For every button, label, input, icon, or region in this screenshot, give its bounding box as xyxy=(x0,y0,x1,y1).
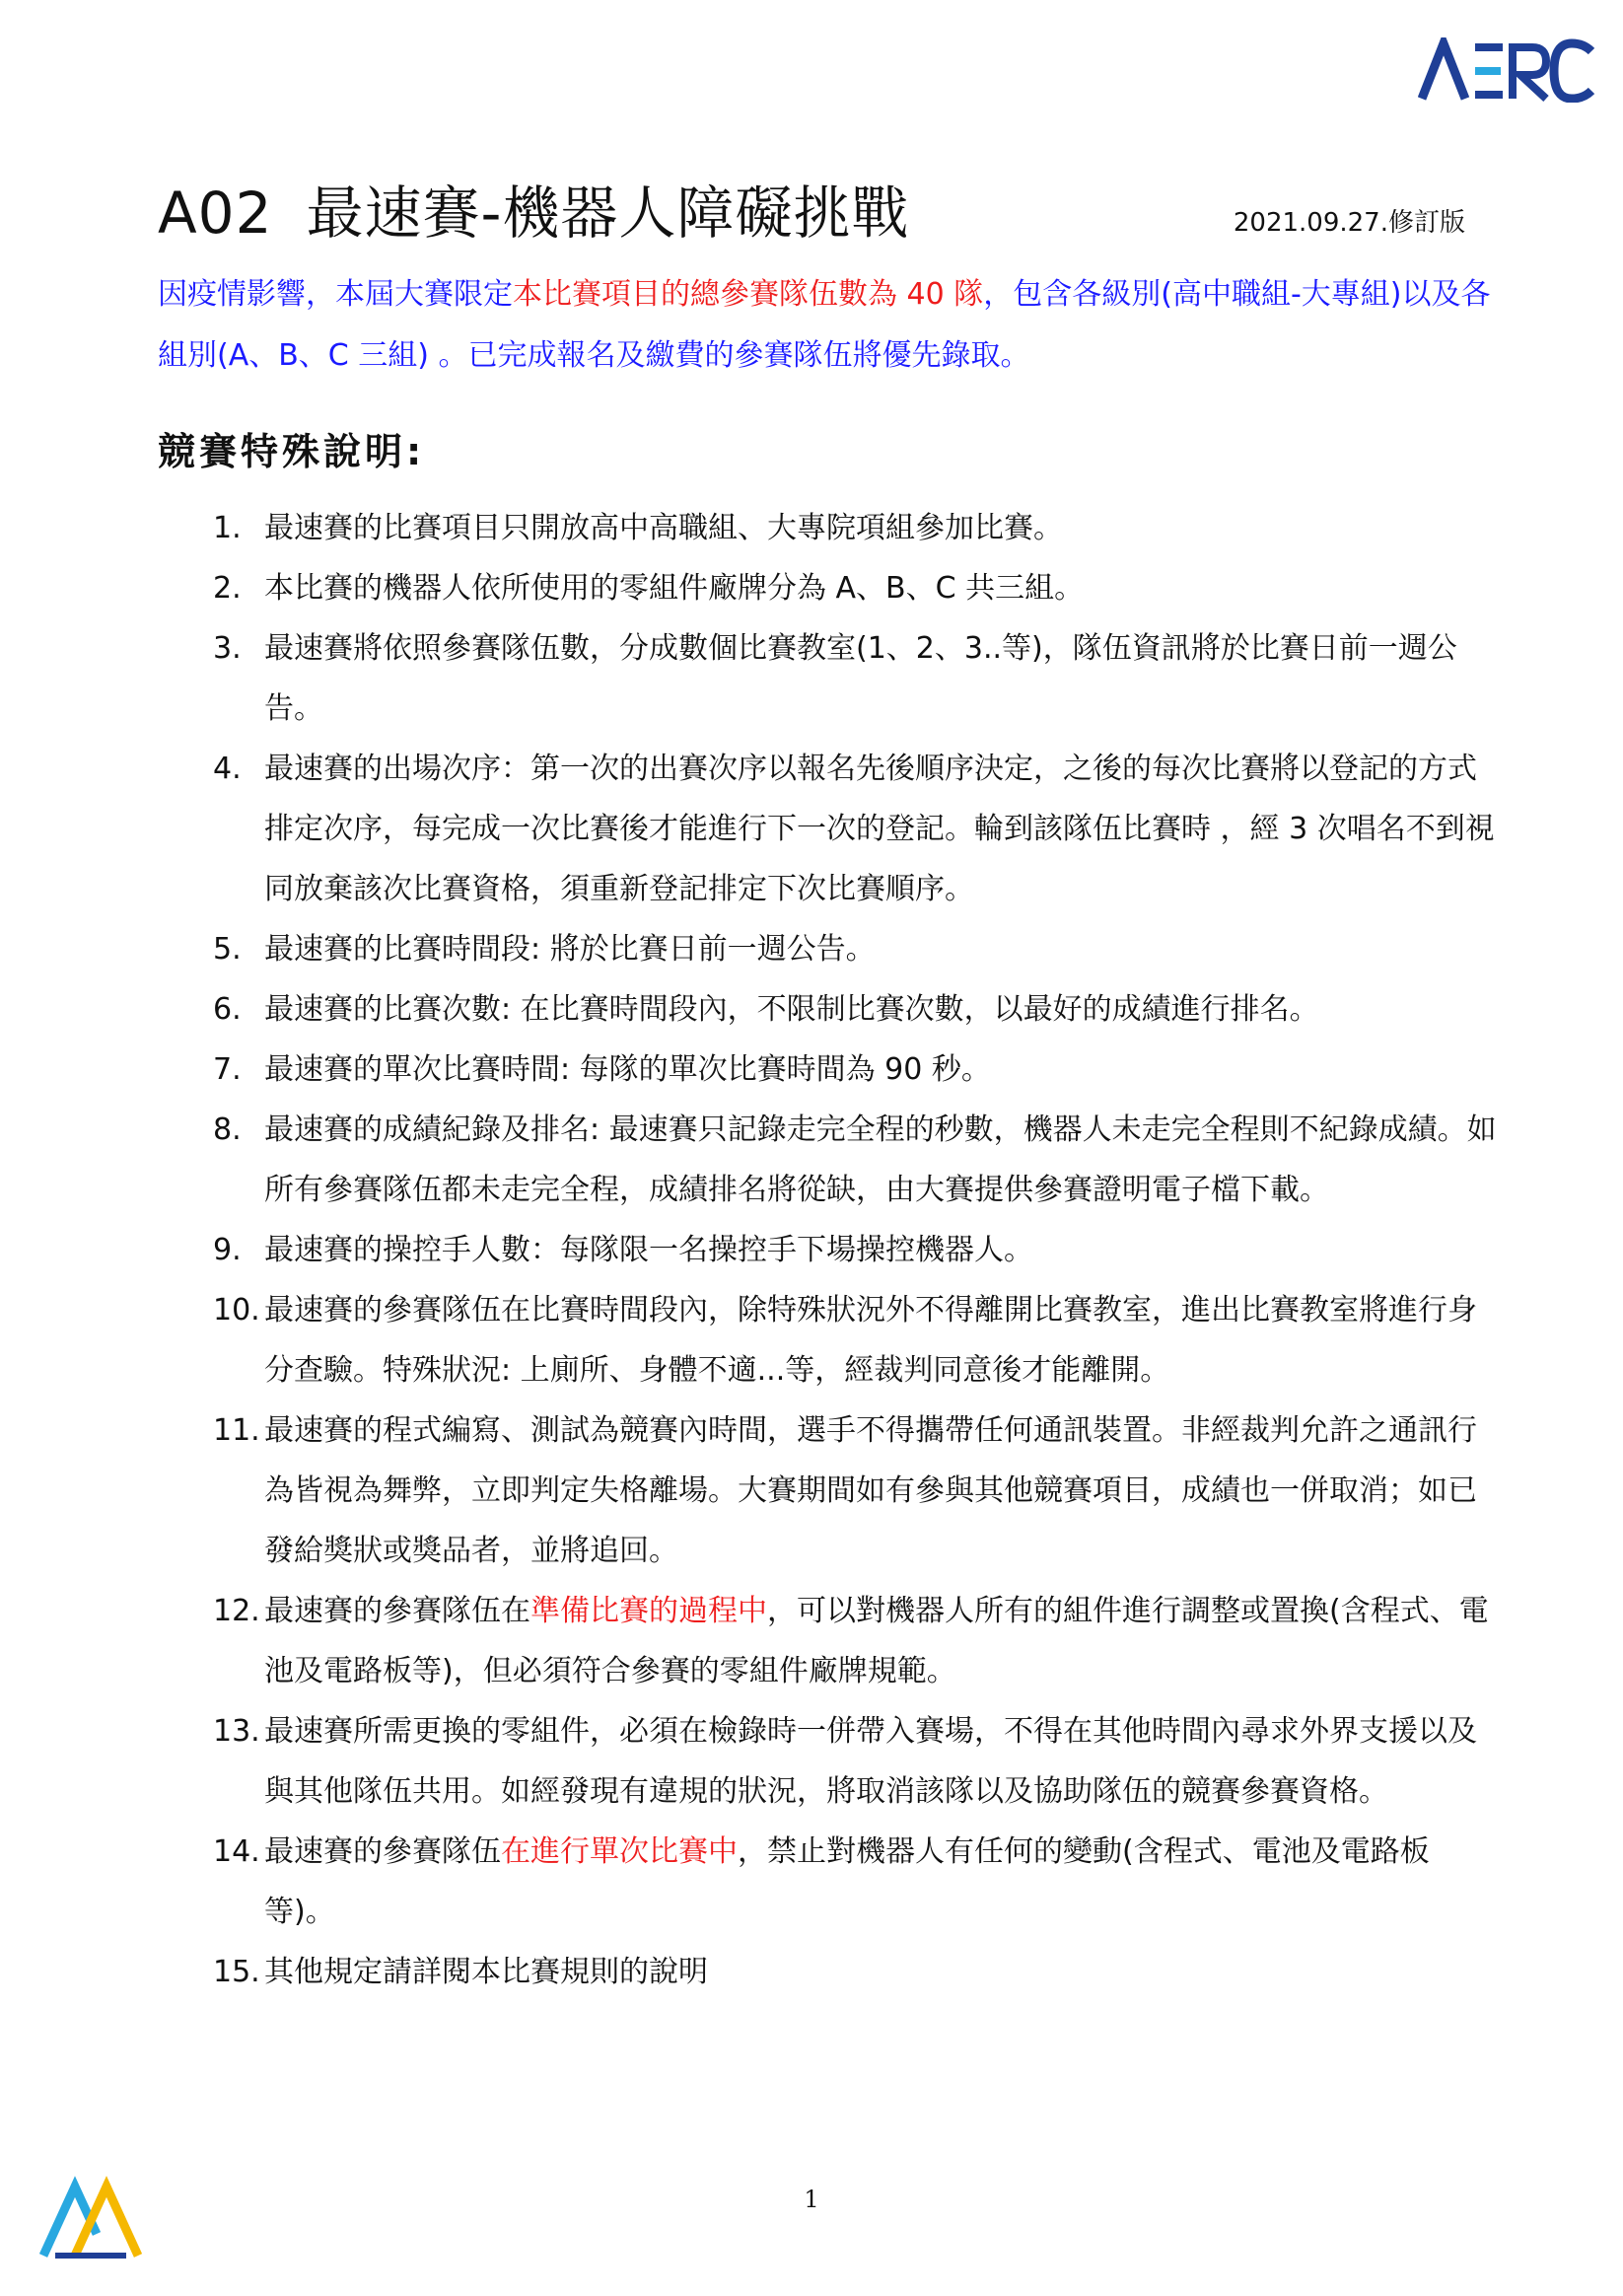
rule-number: 11. xyxy=(213,1413,260,1448)
rule-number: 5. xyxy=(213,932,242,967)
rule-text: 最速賽的操控手人數：每隊限一名操控手下場操控機器人。 xyxy=(264,1233,1033,1267)
rule-text: 最速賽的比賽時間段: 將於比賽日前一週公告。 xyxy=(264,932,876,967)
rule-item xyxy=(158,1822,1499,1942)
title-name: 最速賽-機器人障礙挑戰 xyxy=(306,179,910,247)
rule-item xyxy=(158,1220,1499,1280)
rule-text-before: 最速賽的參賽隊伍在 xyxy=(264,1594,530,1628)
rule-item xyxy=(158,1040,1499,1100)
rule-item xyxy=(158,498,1499,558)
rule-number: 9. xyxy=(213,1233,242,1267)
rule-text: 最速賽的單次比賽時間: 每隊的單次比賽時間為 90 秒。 xyxy=(264,1052,991,1087)
rule-text: 最速賽的成績紀錄及排名: 最速賽只記錄走完全程的秒數，機器人未走完全程則不紀錄成績。如所有參賽隊伍都未走完全程，成績排名將從缺，由大賽提供參賽證明電子檔下載。 xyxy=(264,1112,1497,1207)
rule-number: 2. xyxy=(213,571,242,606)
section-heading: 競賽特殊說明: xyxy=(158,430,426,473)
rule-item xyxy=(158,919,1499,979)
rule-item xyxy=(158,558,1499,618)
rule-item xyxy=(158,1701,1499,1822)
rule-text-before: 最速賽的參賽隊伍 xyxy=(264,1834,501,1869)
document-title xyxy=(158,174,909,252)
rule-number: 13. xyxy=(213,1714,260,1749)
aerc-logo xyxy=(1418,37,1595,103)
rule-text: 最速賽所需更換的零組件，必須在檢錄時一併帶入賽場，不得在其他時間內尋求外界支援以及與其他隊伍共用。如經發現有違規的狀況，將取消該隊以及協助隊伍的競賽參賽資格。 xyxy=(264,1714,1477,1809)
notice-part3: ，包含各級別(高中職組-大專組)以及各組別(A、B、C 三組) 。已完成報名及繳費的參賽隊伍將優先錄取。 xyxy=(158,277,1491,373)
rule-text: 其他規定請詳閱本比賽規則的說明 xyxy=(264,1955,708,1989)
notice-highlight: 本比賽項目的總參賽隊伍數為 40 隊 xyxy=(513,277,984,312)
rule-text-highlight: 在進行單次比賽中 xyxy=(501,1834,738,1869)
rule-item xyxy=(158,739,1499,919)
rule-number: 4. xyxy=(213,752,242,786)
rule-item xyxy=(158,1100,1499,1220)
rule-number: 8. xyxy=(213,1112,242,1147)
rule-item xyxy=(158,1942,1499,2002)
rule-item xyxy=(158,618,1499,739)
title-row xyxy=(158,174,1479,252)
rule-text: 最速賽的比賽次數: 在比賽時間段內，不限制比賽次數，以最好的成績進行排名。 xyxy=(264,992,1319,1027)
notice-paragraph xyxy=(158,264,1499,387)
rule-text-after: ，可以對機器人所有的組件進行調整或置換(含程式、電池及電路板等)，但必須符合參賽的零組件廠牌規範。 xyxy=(264,1594,1489,1688)
revision-date: 2021.09.27.修訂版 xyxy=(1233,208,1465,238)
rule-item xyxy=(158,1581,1499,1701)
page-number: 1 xyxy=(804,2186,819,2213)
rule-text: 最速賽將依照參賽隊伍數，分成數個比賽教室(1、2、3..等)，隊伍資訊將於比賽日前一週公告。 xyxy=(264,631,1457,726)
rule-number: 6. xyxy=(213,992,242,1027)
rule-number: 14. xyxy=(213,1834,260,1869)
rule-number: 1. xyxy=(213,511,242,545)
rule-text: 最速賽的程式編寫、測試為競賽內時間，選手不得攜帶任何通訊裝置。非經裁判允許之通訊行為皆視為舞弊，立即判定失格離場。大賽期間如有參與其他競賽項目，成績也一併取消；如已發給獎狀或獎品者，並將追回。 xyxy=(264,1413,1477,1568)
rule-number: 15. xyxy=(213,1955,260,1989)
rules-list xyxy=(158,498,1499,2002)
title-code: A02 xyxy=(158,179,273,247)
rule-text: 最速賽的比賽項目只開放高中高職組、大專院項組參加比賽。 xyxy=(264,511,1063,545)
rule-text: 本比賽的機器人依所使用的零組件廠牌分為 A、B、C 共三組。 xyxy=(264,571,1085,606)
rule-number: 10. xyxy=(213,1293,260,1327)
rule-number: 7. xyxy=(213,1052,242,1087)
notice-part1: 因疫情影響，本屆大賽限定 xyxy=(158,277,513,312)
rule-text-after: ，禁止對機器人有任何的變動(含程式、電池及電路板等)。 xyxy=(264,1834,1430,1929)
rule-text-highlight: 準備比賽的過程中 xyxy=(530,1594,767,1628)
rule-item xyxy=(158,1400,1499,1581)
rule-text: 最速賽的參賽隊伍在比賽時間段內，除特殊狀況外不得離開比賽教室，進出比賽教室將進行身分查驗。特殊狀況: 上廁所、身體不適...等，經裁判同意後才能離開。 xyxy=(264,1293,1477,1388)
rule-text: 最速賽的出場次序：第一次的出賽次序以報名先後順序決定，之後的每次比賽將以登記的方式排定次序，每完成一次比賽後才能進行下一次的登記。輪到該隊伍比賽時 ，經 3 次唱名不到視同放棄該次比賽資格，須重新登記排定下次比賽順序。 xyxy=(264,752,1495,906)
rule-number: 12. xyxy=(213,1594,260,1628)
rule-number: 3. xyxy=(213,631,242,666)
rule-item xyxy=(158,979,1499,1040)
rule-item xyxy=(158,1280,1499,1400)
